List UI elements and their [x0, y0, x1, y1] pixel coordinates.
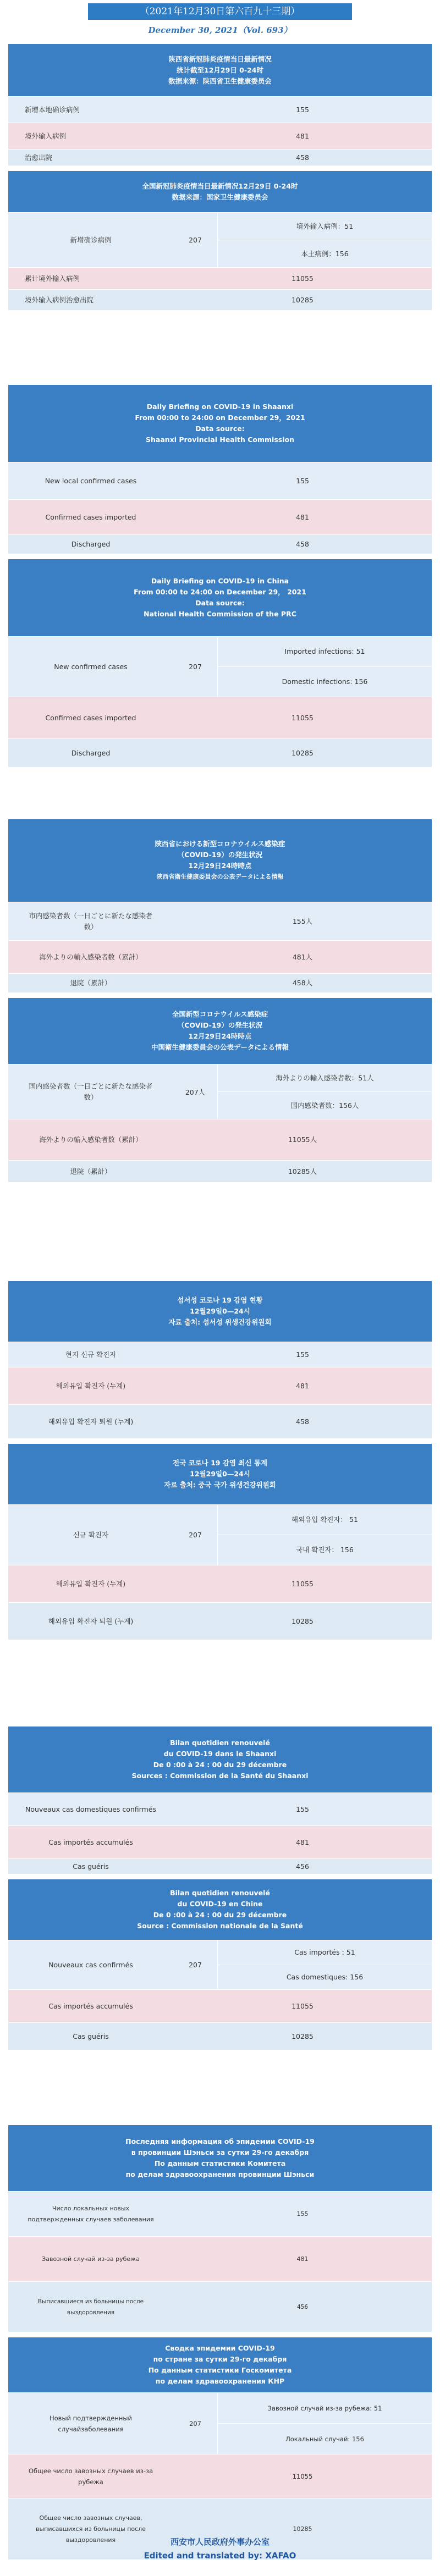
table-row — [8, 2281, 432, 2332]
split-cell — [173, 213, 432, 267]
header-line: From 00:00 to 24:00 on December 29，2021 — [135, 413, 305, 422]
table-row — [8, 1064, 432, 1119]
sub-value: Локальный случай: 156 — [218, 2423, 432, 2454]
row-value: 10285 — [292, 2032, 314, 2040]
header-line: Data source: — [195, 599, 245, 607]
table-header — [8, 559, 432, 636]
row-label: 海外よりの輸入感染者数（累計） — [39, 952, 142, 961]
french-section — [8, 1726, 432, 2055]
row-total: 207 — [173, 637, 218, 697]
header-line: по делам здравоохранения провинции Шэньси — [125, 2170, 315, 2178]
table-header — [8, 1879, 432, 1940]
header-line: 陕西省新冠肺炎疫情当日最新情况 — [168, 54, 272, 63]
table-row — [8, 1792, 432, 1825]
row-label: Выписавшиеся из больницы после выздоровления — [37, 2298, 144, 2316]
row-label: Новый подтвержденный случайзаболевания — [49, 2414, 132, 2433]
header-line: 섬서성 코로나 19 감염 현황 — [177, 1296, 263, 1304]
shaanxi-table-fr — [8, 1726, 432, 1874]
footer-office: 西安市人民政府外事办公室 — [170, 2537, 270, 2547]
row-label: Confirmed cases imported — [45, 512, 136, 521]
table-row — [8, 2454, 432, 2498]
header-line: Bilan quotidien renouvelé — [170, 1889, 270, 1897]
row-label: Nouveaux cas domestiques confirmés — [25, 1805, 156, 1813]
sub-value: 境外输入病例：51 — [296, 222, 354, 230]
header-line: 자료 출처: 섬서성 위생건강위원회 — [168, 1318, 272, 1326]
row-label: 新增确诊病例 — [70, 235, 112, 244]
header-line: По данным статистики Комитета — [154, 2159, 286, 2167]
header-line: Bilan quotidien renouvelé — [170, 1739, 270, 1747]
header-line: 中国衛生健康委員会の公表データによる情報 — [151, 1043, 289, 1051]
row-value: 456 — [296, 2303, 309, 2310]
sub-value: Domestic infections: 156 — [218, 666, 432, 697]
row-label: Nouveaux cas confirmés — [48, 1960, 133, 1969]
row-value: 11055 — [292, 2472, 313, 2480]
header-line: 12月29日24時時点 — [188, 1032, 252, 1040]
footer — [0, 2535, 440, 2562]
table-header — [8, 2337, 432, 2392]
row-value: 458 — [296, 540, 309, 548]
table-header — [8, 1726, 432, 1792]
china-table-en — [8, 559, 432, 767]
row-label: 市内感染者数（一日ごとに新たな感染者数） — [29, 911, 153, 931]
header-line: в провинции Шэньси за сутки 29-го декабря — [131, 2148, 309, 2156]
row-label: 海外よりの輸入感染者数（累計） — [39, 1135, 142, 1144]
china-table-zh — [8, 171, 432, 310]
row-label: Cas importés accumulés — [48, 2001, 133, 2010]
row-value: 155 — [296, 1805, 309, 1813]
split-cell — [173, 2393, 432, 2454]
row-label: 治愈出院 — [25, 153, 53, 162]
row-value: 155 — [296, 1350, 309, 1359]
table-row — [8, 1989, 432, 2022]
row-value: 10285 — [293, 2525, 312, 2533]
header-line: Daily Briefing on COVID-19 in Shaanxi — [146, 402, 294, 411]
row-label: Cas guéris — [73, 2032, 109, 2040]
header-line: National Health Commission of the PRC — [144, 610, 296, 618]
china-table-fr — [8, 1879, 432, 2050]
english-section — [8, 385, 432, 773]
row-value: 155人 — [292, 917, 313, 925]
header-line: 자료 출처: 중국 국가 위생건강위원회 — [164, 1481, 276, 1489]
header-line: du COVID-19 dans le Shaanxi — [163, 1750, 277, 1758]
table-row — [8, 1342, 432, 1367]
row-value: 11055人 — [288, 1135, 317, 1144]
sub-values — [218, 213, 432, 267]
header-line: Data source: — [195, 424, 245, 433]
sub-values — [218, 1505, 432, 1565]
chinese-section — [8, 44, 432, 316]
row-label: Завозной случай из-за рубежа — [42, 2255, 140, 2263]
row-label: New confirmed cases — [54, 662, 128, 671]
sub-value: Завозной случай из-за рубежа: 51 — [267, 2404, 382, 2412]
row-label: 新增本地确诊病例 — [25, 105, 80, 114]
header-line: 数据来源：陕西省卫生健康委员会 — [168, 76, 272, 85]
header-line: по делам здравоохранения КНР — [155, 2377, 285, 2385]
sub-values — [218, 1940, 432, 1989]
header-line: 12月29日24時時点 — [188, 862, 252, 870]
row-value: 481 — [296, 1838, 309, 1846]
header-line: De 0 :00 à 24 : 00 du 29 décembre — [153, 1911, 287, 1919]
row-label: 累计境外输入病例 — [25, 274, 80, 283]
row-value: 11055 — [292, 713, 314, 722]
row-value: 456 — [296, 1862, 309, 1871]
table-row — [8, 1367, 432, 1404]
table-row — [8, 499, 432, 534]
row-label: Cas guéris — [73, 1862, 109, 1871]
row-value: 155 — [296, 476, 309, 485]
row-value: 458 — [296, 153, 309, 162]
header-line: 陝西省における新型コロナウイルス感染症 — [155, 840, 285, 848]
row-value: 11055 — [292, 1579, 314, 1588]
split-cell — [173, 1940, 432, 1989]
row-label: 境外输入病例治愈出院 — [25, 295, 94, 304]
header-line: Daily Briefing on COVID-19 in China — [151, 577, 289, 585]
header-line: по стране за сутки 29-го декабря — [153, 2355, 287, 2363]
sub-value: Cas importés : 51 — [294, 1948, 355, 1956]
header-line: Сводка эпидемии COVID-19 — [165, 2344, 275, 2352]
row-value: 458人 — [292, 979, 313, 987]
row-label: Общее число завозных случаев, выписавшихся из больницы после выздоровления — [36, 2514, 146, 2544]
header-line: По данным статистики Госкомитета — [148, 2366, 292, 2374]
issue-date: December 30, 2021（Vol. 693） — [148, 25, 292, 35]
table-header — [8, 385, 432, 462]
header-line: 陝西省衛生健康委員会の公表データによる情報 — [156, 873, 284, 880]
table-row — [8, 636, 432, 697]
table-row — [8, 1504, 432, 1565]
table-header — [8, 998, 432, 1064]
header-line: （COVID-19）の発生状況 — [177, 851, 263, 859]
header-line: 全国新冠肺炎疫情当日最新情况12月29日 0-24时 — [142, 181, 298, 190]
table-header — [8, 1281, 432, 1342]
table-header — [8, 44, 432, 96]
sub-values — [218, 637, 432, 697]
row-value: 481 — [296, 1381, 309, 1390]
header-line: Shaanxi Provincial Health Commission — [145, 435, 294, 444]
row-value: 458 — [296, 1417, 309, 1426]
header-line: Последняя информация об эпидемии COVID-19 — [125, 2137, 315, 2145]
split-cell — [173, 637, 432, 697]
row-value: 481 — [296, 131, 309, 140]
table-row — [8, 462, 432, 499]
row-label: Число локальных новых подтвержденных случаев заболевания — [28, 2204, 154, 2223]
row-label: 退院（累計） — [70, 1167, 112, 1176]
row-value: 10285 — [292, 748, 314, 757]
sub-value: 本土病例：156 — [218, 240, 432, 267]
table-row — [8, 2236, 432, 2281]
row-total: 207 — [173, 213, 218, 267]
sub-values — [218, 1064, 432, 1119]
table-row — [8, 2191, 432, 2236]
table-row — [8, 267, 432, 289]
header-line: du COVID-19 en Chine — [177, 1900, 263, 1908]
table-row — [8, 1602, 432, 1640]
sub-value: 국내 확진자： 156 — [218, 1535, 432, 1565]
shaanxi-table-en — [8, 385, 432, 554]
sub-value: Imported infections: 51 — [284, 647, 365, 655]
row-value: 11055 — [292, 274, 314, 283]
header-line: 数据来源：国家卫生健康委员会 — [172, 192, 268, 201]
shaanxi-table-zh — [8, 44, 432, 166]
header-line: Sources : Commission de la Santé du Shaanxi — [131, 1772, 309, 1780]
sub-values — [218, 2393, 432, 2454]
row-label: Discharged — [71, 748, 111, 757]
table-row — [8, 1858, 432, 1874]
row-value: 11055 — [292, 2001, 314, 2010]
header-line: From 00:00 to 24:00 on December 29， 2021 — [134, 588, 306, 596]
row-value: 481 — [296, 2255, 309, 2263]
row-label: New local confirmed cases — [45, 476, 137, 485]
table-row — [8, 940, 432, 973]
row-label: 해외유입 확진자 퇴원 (누계) — [48, 1417, 134, 1426]
header-line: 全国新型コロナウイルス感染症 — [172, 1010, 268, 1018]
table-row — [8, 1119, 432, 1160]
russian-section — [8, 2125, 432, 2565]
korean-section — [8, 1281, 432, 1645]
row-total: 207人 — [173, 1064, 218, 1119]
row-value: 155 — [296, 2210, 309, 2218]
table-row — [8, 2022, 432, 2050]
china-table-ru — [8, 2337, 432, 2560]
header-line: 전국 코로나 19 감염 최신 통계 — [173, 1459, 267, 1467]
header-line: （COVID-19）の発生状況 — [177, 1021, 263, 1029]
row-label: 退院（累計） — [70, 979, 112, 987]
sub-value: 해외유입 확진자： 51 — [292, 1515, 358, 1524]
table-row — [8, 1160, 432, 1182]
china-table-ja — [8, 998, 432, 1182]
row-label: 해외유입 확진자 (누계) — [56, 1381, 126, 1390]
row-value: 481人 — [292, 952, 313, 961]
row-label: 国内感染者数（一日ごとに新たな感染者数） — [29, 1082, 153, 1101]
shaanxi-table-ko — [8, 1281, 432, 1438]
issue-number: （2021年12月30日第六百九十三期） — [88, 3, 352, 20]
row-value: 10285人 — [288, 1167, 317, 1176]
row-label: Confirmed cases imported — [45, 713, 136, 722]
table-header — [8, 171, 432, 212]
shaanxi-table-ja — [8, 819, 432, 992]
row-value: 10285 — [292, 1617, 314, 1625]
table-row — [8, 96, 432, 123]
china-table-ko — [8, 1444, 432, 1640]
table-row — [8, 123, 432, 149]
table-row — [8, 1825, 432, 1858]
row-value: 10285 — [292, 295, 314, 304]
table-header — [8, 819, 432, 902]
table-row — [8, 973, 432, 992]
header-line: 12월29일0—24시 — [190, 1307, 250, 1315]
row-value: 481 — [296, 512, 309, 521]
row-label: 境外输入病例 — [25, 131, 67, 140]
sub-value: 海外よりの輸入感染者数：51人 — [276, 1073, 374, 1082]
row-total: 207 — [173, 1940, 218, 1989]
row-label: 해외유입 확진자 퇴원 (누계) — [48, 1617, 134, 1625]
split-cell — [173, 1064, 432, 1119]
row-total: 207 — [173, 2393, 218, 2454]
row-label: 현지 신규 확진자 — [65, 1350, 117, 1359]
table-row — [8, 1940, 432, 1989]
row-total: 207 — [173, 1505, 218, 1565]
row-label: 신규 확진자 — [73, 1530, 109, 1539]
row-label: 해외유입 확진자 (누계) — [56, 1579, 126, 1588]
japanese-section — [8, 819, 432, 1188]
row-label: Cas importés accumulés — [48, 1838, 133, 1846]
table-row — [8, 149, 432, 166]
table-row — [8, 697, 432, 738]
shaanxi-table-ru — [8, 2125, 432, 2332]
row-label: Общее число завозных случаев из-за рубежа — [28, 2467, 153, 2486]
table-row — [8, 289, 432, 310]
sub-value: 国内感染者数：156人 — [218, 1091, 432, 1119]
header-line: Source : Commission nationale de la Santé — [137, 1922, 303, 1930]
table-row — [8, 2392, 432, 2454]
header-line: 12월29일0—24시 — [190, 1470, 250, 1478]
footer-credit: Edited and translated by: XAFAO — [144, 2551, 296, 2561]
table-header — [8, 2125, 432, 2191]
table-row — [8, 534, 432, 554]
row-value: 155 — [296, 105, 309, 114]
table-row — [8, 902, 432, 940]
issue-header — [0, 0, 440, 44]
table-row — [8, 1565, 432, 1602]
split-cell — [173, 1505, 432, 1565]
table-header — [8, 1444, 432, 1504]
sub-value: Cas domestiques: 156 — [218, 1965, 432, 1989]
row-label: Discharged — [71, 540, 111, 548]
table-row — [8, 212, 432, 267]
table-row — [8, 738, 432, 767]
header-line: De 0 :00 à 24 : 00 du 29 décembre — [153, 1761, 287, 1769]
table-row — [8, 1404, 432, 1438]
header-line: 统计截至12月29日 0-24时 — [177, 65, 263, 74]
